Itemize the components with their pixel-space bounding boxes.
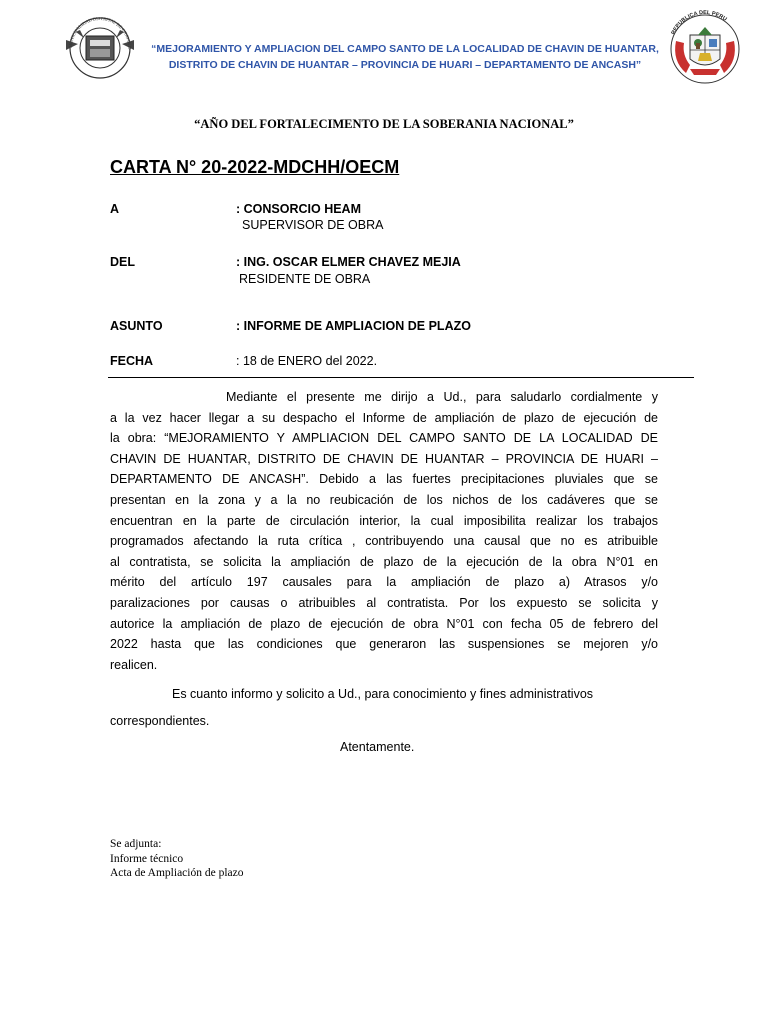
body-line: presentan en la zona y a la no reubicación de los nichos de los cadáveres que se: [110, 492, 658, 507]
project-title-line-1: “MEJORAMIENTO Y AMPLIACION DEL CAMPO SANTO DE LA LOCALIDAD DE CHAVIN DE HUANTAR,: [151, 43, 659, 55]
body-line: DEPARTAMENTO DE ANCASH”. Debido a las fuertes precipitaciones pluviales que se: [110, 472, 658, 487]
svg-text:REPUBLICA DEL PERU: REPUBLICA DEL PERU: [670, 9, 728, 36]
year-motto: “AÑO DEL FORTALECIMENTO DE LA SOBERANIA NACIONAL”: [194, 117, 574, 131]
closing-line-1: Es cuanto informo y solicito a Ud., para conocimiento y fines administrativos: [172, 687, 594, 701]
separator-rule: [108, 377, 694, 378]
municipal-seal-icon: [62, 10, 162, 80]
body-line: paralizaciones por causas o atribuibles al contratista. Por los expuesto se solicita y: [110, 595, 658, 610]
body-line: 2022 hasta que las condiciones que generaron las suspensiones se mejoren y/o: [110, 637, 658, 652]
closing-line-2: correspondientes.: [110, 714, 210, 728]
svg-text:MUNICIPALIDAD DISTRITAL DE CHA: MUNICIPALIDAD DISTRITAL DE CHAVIN D: [67, 15, 133, 50]
date-value: : 18 de ENERO del 2022.: [236, 354, 378, 368]
attachment-item: Acta de Ampliación de plazo: [110, 867, 244, 879]
from-value: : ING. OSCAR ELMER CHAVEZ MEJIA: [236, 255, 461, 269]
to-value: : CONSORCIO HEAM: [236, 202, 361, 216]
body-line: autorice la ampliación de plazo de ejecución de obra N°01 con fecha 05 de febrero del: [110, 616, 658, 631]
body-paragraph: [110, 387, 658, 675]
body-line: Mediante el presente me dirijo a Ud., para saludarlo cordialmente y: [226, 390, 658, 404]
to-label: A: [110, 202, 120, 216]
signoff: Atentamente.: [340, 740, 415, 754]
from-label: DEL: [110, 255, 135, 269]
subject-value: : INFORME DE AMPLIACION DE PLAZO: [236, 319, 471, 333]
subject-label: ASUNTO: [110, 319, 163, 333]
attachment-item: Informe técnico: [110, 852, 184, 865]
letter-title: CARTA N° 20-2022-MDCHH/OECM: [110, 157, 400, 177]
date-label: FECHA: [110, 354, 154, 368]
project-title-line-2: DISTRITO DE CHAVIN DE HUANTAR – PROVINCIA DE HUARI – DEPARTAMENTO DE ANCASH”: [168, 59, 642, 71]
body-line: a la vez hacer llegar a su despacho el Informe de ampliación de plazo de ejecución de: [110, 410, 658, 425]
peru-coat-of-arms-icon: [660, 5, 750, 85]
body-line: al contratista, se solicita la ampliación de plazo de la ejecución de la obra N°01 en: [110, 554, 658, 569]
body-line: mérito del artículo 197 causales para la ampliación de plazo a) Atrasos y/o: [110, 575, 658, 590]
attachments-block: [110, 837, 243, 881]
body-line: programados afectando la ruta crítica , contribuyendo una causal que no es atribuible: [110, 534, 658, 549]
attachments-heading: Se adjunta:: [110, 838, 162, 850]
from-role: RESIDENTE DE OBRA: [239, 272, 371, 286]
body-line: CHAVIN DE HUANTAR, DISTRITO DE CHAVIN DE HUANTAR – PROVINCIA DE HUARI –: [110, 451, 658, 466]
body-line: encuentran en la parte de circulación interior, la cual imposibilita realizar los trabajos: [110, 513, 658, 528]
project-title-header: [150, 41, 660, 73]
body-line: la obra: “MEJORAMIENTO Y AMPLIACION DEL CAMPO SANTO DE LA LOCALIDAD DE: [110, 431, 658, 446]
to-role: SUPERVISOR DE OBRA: [242, 218, 384, 232]
body-line: realicen.: [110, 657, 158, 672]
